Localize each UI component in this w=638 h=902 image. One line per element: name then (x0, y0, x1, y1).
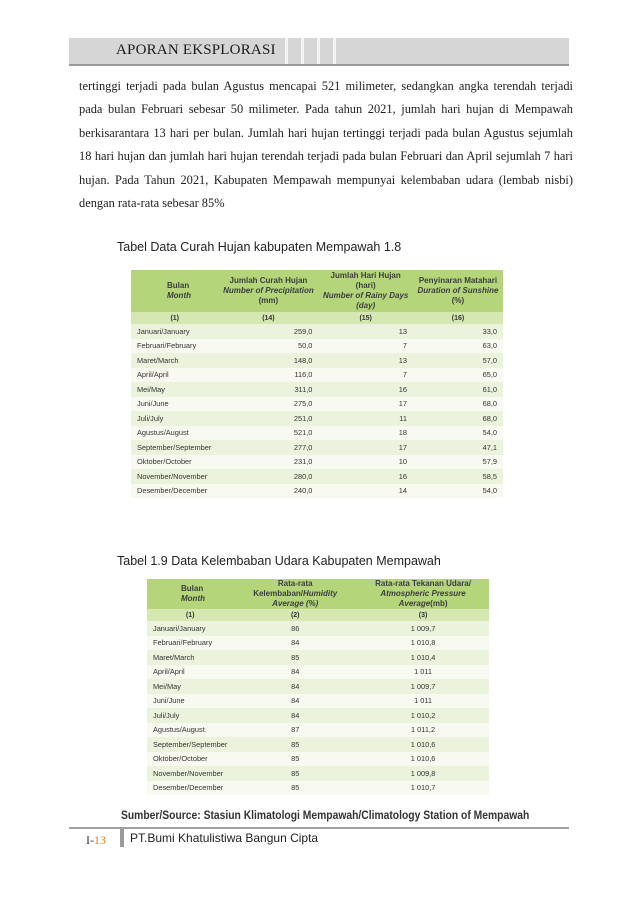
value-cell: 1 011,2 (357, 723, 489, 738)
value-cell: 280,0 (218, 469, 318, 484)
value-cell: 84 (233, 708, 357, 723)
table-row (131, 469, 503, 484)
footer-divider (69, 827, 569, 829)
table-row (147, 636, 489, 651)
month-cell: Januari/January (131, 324, 218, 339)
column-number-row: (1) (2) (3) (147, 609, 489, 621)
value-cell: 85 (233, 766, 357, 781)
month-cell: Juli/July (131, 411, 218, 426)
col-header-pressure: Rata-rata Tekanan Udara/ Atmospheric Pressure Average(mb) (357, 579, 489, 609)
value-cell: 7 (318, 339, 413, 354)
month-cell: Januari/January (147, 621, 233, 636)
value-cell: 1 010,7 (357, 781, 489, 796)
value-cell: 1 011 (357, 665, 489, 680)
column-number-row: (1) (14) (15) (16) (131, 312, 503, 324)
col-header-month: Bulan Month (147, 579, 233, 609)
value-cell: 521,0 (218, 426, 318, 441)
value-cell: 116,0 (218, 368, 318, 383)
value-cell: 1 010,2 (357, 708, 489, 723)
value-cell: 57,9 (413, 455, 503, 470)
month-cell: Agustus/August (131, 426, 218, 441)
value-cell: 84 (233, 694, 357, 709)
value-cell: 87 (233, 723, 357, 738)
value-cell: 85 (233, 650, 357, 665)
table-row (147, 766, 489, 781)
table2-caption: Tabel 1.9 Data Kelembaban Udara Kabupaten Mempawah (117, 554, 441, 568)
value-cell: 1 011 (357, 694, 489, 709)
value-cell: 54,0 (413, 484, 503, 499)
value-cell: 18 (318, 426, 413, 441)
month-cell: Maret/March (147, 650, 233, 665)
value-cell: 68,0 (413, 411, 503, 426)
value-cell: 85 (233, 737, 357, 752)
value-cell: 14 (318, 484, 413, 499)
value-cell: 11 (318, 411, 413, 426)
month-cell: September/September (147, 737, 233, 752)
value-cell: 65,0 (413, 368, 503, 383)
month-cell: Juni/June (131, 397, 218, 412)
source-note: Sumber/Source: Stasiun Klimatologi Mempawah/Climatology Station of Mempawah (121, 808, 530, 822)
header-decoration (285, 38, 349, 64)
month-cell: Maret/March (131, 353, 218, 368)
table-row (131, 411, 503, 426)
value-cell: 259,0 (218, 324, 318, 339)
value-cell: 311,0 (218, 382, 318, 397)
table-row (147, 737, 489, 752)
table-row (131, 353, 503, 368)
table-row (147, 781, 489, 796)
value-cell: 47,1 (413, 440, 503, 455)
table-row (147, 665, 489, 680)
col-header-sunshine: Penyinaran Matahari Duration of Sunshine (%) (413, 270, 503, 312)
col-header-month: Bulan Month (131, 270, 218, 312)
month-cell: Juni/June (147, 694, 233, 709)
table-row (131, 440, 503, 455)
value-cell: 1 009,7 (357, 621, 489, 636)
page-header-title: APORAN EKSPLORASI (116, 42, 276, 58)
value-cell: 63,0 (413, 339, 503, 354)
value-cell: 84 (233, 636, 357, 651)
month-cell: Juli/July (147, 708, 233, 723)
value-cell: 240,0 (218, 484, 318, 499)
month-cell: Februari/February (131, 339, 218, 354)
table-row (131, 382, 503, 397)
table-row (147, 650, 489, 665)
rainfall-table (131, 270, 503, 498)
value-cell: 33,0 (413, 324, 503, 339)
value-cell: 1 010,6 (357, 737, 489, 752)
value-cell: 231,0 (218, 455, 318, 470)
value-cell: 54,0 (413, 426, 503, 441)
value-cell: 1 010,4 (357, 650, 489, 665)
value-cell: 85 (233, 752, 357, 767)
month-cell: Mei/May (131, 382, 218, 397)
month-cell: Desember/December (131, 484, 218, 499)
month-cell: November/November (147, 766, 233, 781)
month-cell: Oktober/October (147, 752, 233, 767)
month-cell: Agustus/August (147, 723, 233, 738)
table-row (131, 339, 503, 354)
table-row (147, 621, 489, 636)
month-cell: April/April (147, 665, 233, 680)
month-cell: Oktober/October (131, 455, 218, 470)
value-cell: 17 (318, 397, 413, 412)
humidity-table (147, 579, 489, 795)
month-cell: November/November (131, 469, 218, 484)
table-row (131, 426, 503, 441)
value-cell: 86 (233, 621, 357, 636)
value-cell: 148,0 (218, 353, 318, 368)
col-header-precipitation: Jumlah Curah Hujan Number of Precipitation (mm) (218, 270, 318, 312)
value-cell: 7 (318, 368, 413, 383)
value-cell: 10 (318, 455, 413, 470)
footer-company: PT.Bumi Khatulistiwa Bangun Cipta (130, 831, 319, 845)
table-row (147, 679, 489, 694)
table-row (147, 708, 489, 723)
table-row (147, 723, 489, 738)
footer-separator (120, 829, 124, 847)
col-header-rainy-days: Jumlah Hari Hujan (hari) Number of Rainy Days (day) (318, 270, 413, 312)
value-cell: 1 010,6 (357, 752, 489, 767)
table-row (147, 752, 489, 767)
value-cell: 50,0 (218, 339, 318, 354)
value-cell: 85 (233, 781, 357, 796)
table-row (131, 397, 503, 412)
col-header-humidity: Rata-rata Kelembaban/Humidity Average (%) (233, 579, 357, 609)
table-row (131, 455, 503, 470)
table-row (131, 324, 503, 339)
table-row (147, 694, 489, 709)
month-cell: Mei/May (147, 679, 233, 694)
value-cell: 61,0 (413, 382, 503, 397)
value-cell: 57,0 (413, 353, 503, 368)
value-cell: 13 (318, 353, 413, 368)
value-cell: 84 (233, 665, 357, 680)
month-cell: Desember/December (147, 781, 233, 796)
value-cell: 13 (318, 324, 413, 339)
value-cell: 68,0 (413, 397, 503, 412)
value-cell: 17 (318, 440, 413, 455)
value-cell: 1 009,7 (357, 679, 489, 694)
value-cell: 275,0 (218, 397, 318, 412)
table-row (131, 484, 503, 499)
month-cell: April/April (131, 368, 218, 383)
value-cell: 84 (233, 679, 357, 694)
value-cell: 277,0 (218, 440, 318, 455)
month-cell: Februari/February (147, 636, 233, 651)
value-cell: 251,0 (218, 411, 318, 426)
value-cell: 1 009,8 (357, 766, 489, 781)
value-cell: 1 010,8 (357, 636, 489, 651)
value-cell: 16 (318, 469, 413, 484)
table1-caption: Tabel Data Curah Hujan kabupaten Mempawah 1.8 (117, 240, 402, 254)
page-number: I-13 (86, 833, 106, 847)
value-cell: 16 (318, 382, 413, 397)
table-row (131, 368, 503, 383)
month-cell: September/September (131, 440, 218, 455)
body-paragraph: tertinggi terjadi pada bulan Agustus mencapai 521 milimeter, sedangkan angka terendah terjadi pada bulan Februari sebesar 50 milimeter. Pada tahun 2021, jumlah hari hujan di Mempawah berkisarantara 13 hari per bulan. Jumlah hari hujan tertinggi terjadi pada bulan Agustus sejumlah 18 hari hujan dan jumlah hari hujan terendah terjadi pada bulan Februari dan April sejumlah 7 hari hujan. Pada Tahun 2021, Kabupaten Mempawah mempunyai kelembaban udara (lembab nisbi) dengan rata-rata sebesar 85% (79, 79, 573, 211)
value-cell: 58,5 (413, 469, 503, 484)
